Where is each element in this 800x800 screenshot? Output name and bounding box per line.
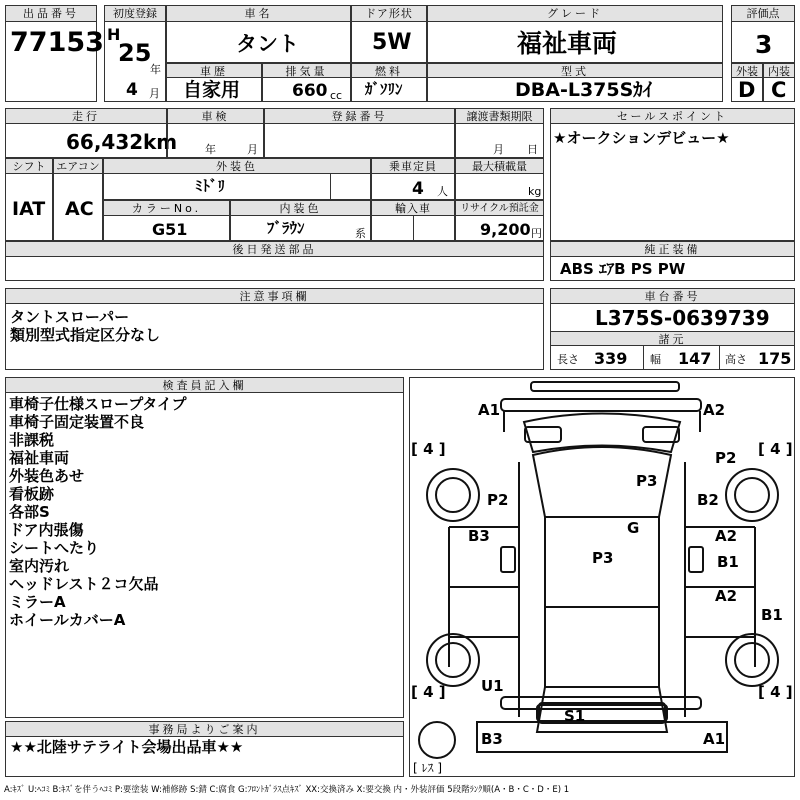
damage-marks [468,401,783,748]
transfer-day-unit: 日 [527,143,538,156]
spec-label: 諸元 [550,331,795,346]
mark-s1-rear: S1 [564,707,586,725]
plate-label: 登録番号 [264,108,455,124]
wheel-left-front [427,469,479,521]
mark-a1-front: A1 [478,401,501,419]
mark-a2-right-rear: A2 [715,587,738,605]
mark-a2-front: A2 [703,401,726,419]
displacement-label: 排気量 [262,63,351,78]
history: 自家用 [183,79,241,101]
wheel-left-rear-inner [436,643,470,677]
shift-label: シフト [5,158,53,174]
wheel-left-rear [427,634,479,686]
displacement-unit: cc [330,89,343,102]
capacity-unit: 人 [437,185,448,198]
roof [545,517,659,687]
wheel-right-rear [726,634,778,686]
rear-skirt [477,722,727,752]
sales-point-text: ★オークションデビュー★ [553,129,730,147]
displacement: 660 [292,81,328,101]
ac: AC [65,198,94,220]
reg-month-unit: 月 [149,87,160,100]
mark-p2-left: P2 [487,491,509,509]
mark-b1-right-door: B1 [717,553,739,571]
fuel: ｶﾞｿﾘﾝ [365,80,403,98]
int-grade-label: 内装 [763,63,795,78]
model: DBA-L375Sｶｲ [515,79,653,101]
inspector-line: ヘッドレスト２コ欠品 [9,575,159,593]
transfer-label: 譲渡書類期限 [455,108,544,124]
import-label: 輸入車 [371,200,455,216]
inspector-line: 福祉車両 [9,449,70,467]
inspector-label: 検査員記入欄 [5,377,404,393]
sales-point-label: セールスポイント [550,108,795,124]
headlight-right [643,427,679,442]
car-name: タント [236,32,299,56]
ext-color-label: 外装色 [103,158,371,174]
grade: 福祉車両 [517,29,618,58]
inspector-line: ミラーA [9,593,66,611]
divider [413,216,414,241]
inspector-line: 外装色あせ [9,467,85,485]
mark-a2-right-door: A2 [715,527,738,545]
lot-label: 出品番号 [5,5,97,22]
office-text: ★★北陸サテライト会場出品車★★ [10,738,244,756]
mark-p3-hood: P3 [636,472,658,490]
wheel-left-front-inner [436,478,470,512]
spare-tire-label: [ ﾚｽ ] [413,761,443,775]
inspection-label: 車検 [167,108,264,124]
grade-label: グレード [427,5,723,22]
office-label: 事務局よりご案内 [5,721,404,737]
name-label: 車名 [166,5,351,22]
door-shape: 5W [372,30,412,55]
right-handle [689,547,703,572]
mark-u1-left-rear: U1 [481,677,504,695]
ext-grade: D [738,78,756,102]
mileage-unit: km [143,130,178,154]
max-load-label: 最大積載量 [455,158,544,174]
height: 175 [758,349,792,368]
inspector-line: 非課税 [9,431,55,449]
equipment-text: ABS ｴｱB PS PW [560,260,686,278]
mark-b2-right: B2 [697,491,719,509]
rear-hatch [537,705,667,721]
caution-line: タントスローパー [10,308,130,326]
spare-tire [419,722,455,758]
color-no: G51 [152,220,188,239]
capacity-label: 乗車定員 [371,158,455,174]
equipment-label: 純正装備 [550,241,795,257]
width-label: 幅 [650,353,661,366]
divider [643,346,644,370]
divider [330,174,331,200]
caution-line: 類別型式指定区分なし [10,326,161,344]
mileage: 66,432 [66,130,144,154]
inspector-line: 車椅子固定装置不良 [9,413,145,431]
car-diagram [409,377,795,777]
transfer-month-unit: 月 [493,143,504,156]
int-color-suffix: 系 [355,227,366,240]
inspector-line: 看板跡 [9,485,55,503]
int-color: ﾌﾞﾗｳﾝ [267,219,305,237]
int-color-label: 内装色 [230,200,371,216]
era-letter: H [107,25,121,44]
reg-month: 4 [126,80,138,100]
inspector-line: ホイールカバーA [9,611,126,629]
wheel-right-rear-inner [735,643,769,677]
tire-right-rear: [ 4 ] [758,683,793,701]
rear-spoiler [531,382,679,391]
color-no-label: カラーNo. [103,200,230,216]
reg-year-unit: 年 [150,63,161,76]
mark-p3-roof: P3 [592,549,614,567]
deferred-label: 後日発送部品 [5,241,544,257]
chassis-label: 車台番号 [550,288,795,304]
mark-g-windshield: G [627,519,640,537]
legend: A:ｷｽﾞ U:ﾍｺﾐ B:ｷｽﾞを伴うﾍｺﾐ P:要塗装 W:補修跡 S:錆 C:腐食 G:ﾌﾛﾝﾄｶﾞﾗｽ点ｷｽﾞ XX:交換済み X:要交換 内・外装評価 5段階ﾗﾝｸ順(A・B・C・D・E) 1 [4,785,570,795]
tire-left-rear: [ 4 ] [411,683,446,701]
recycle: 9,200 [480,220,531,239]
history-label: 車歴 [166,63,262,78]
headlight-left [525,427,561,442]
inspector-lines [9,395,186,629]
inspector-line: ドア内張傷 [9,521,84,539]
capacity: 4 [412,179,424,199]
fuel-label: 燃料 [351,63,427,78]
left-handle [501,547,515,572]
chassis-number: L375S-0639739 [595,306,770,330]
mark-b3-left: B3 [468,527,490,545]
length: 339 [594,349,628,368]
mark-b1-right-rear: B1 [761,606,783,624]
inspection-month-unit: 月 [247,143,258,156]
caution-lines [10,308,160,344]
sales-point-cell [550,108,795,241]
first-reg-label: 初度登録 [104,5,166,22]
ac-label: エアコン [53,158,103,174]
recycle-unit: 円 [531,227,542,240]
ext-grade-label: 外装 [731,63,763,78]
tire-right-front: [ 4 ] [758,440,793,458]
score-label: 評価点 [731,5,795,22]
length-label: 長さ [557,353,579,366]
int-grade: C [771,78,787,102]
lot-number: 77153 [10,27,104,58]
divider [719,346,720,370]
reg-year: 25 [118,39,152,67]
inspector-line: 車椅子仕様スロープタイプ [9,395,187,413]
door-label: ドア形状 [351,5,427,22]
ext-color: ﾐﾄﾞﾘ [195,177,226,195]
model-label: 型式 [427,63,723,78]
mark-b3-rear: B3 [481,730,503,748]
mileage-label: 走行 [5,108,167,124]
width: 147 [678,349,712,368]
inspector-line: シートへたり [9,539,100,557]
height-label: 高さ [725,353,747,366]
inspector-line: 室内汚れ [9,557,70,575]
inspection-year-unit: 年 [205,143,216,156]
recycle-label: リサイクル預託金 [455,200,544,216]
front-bumper [501,399,701,411]
tire-left-front: [ 4 ] [411,440,446,458]
inspector-line: 各部S [9,503,50,521]
shift: IAT [12,198,46,220]
wheel-right-front-inner [735,478,769,512]
score: 3 [755,30,773,59]
max-load-unit: kg [528,185,542,198]
mark-p2-right-front: P2 [715,449,737,467]
mark-a1-rear: A1 [703,730,726,748]
wheel-right-front [726,469,778,521]
caution-label: 注意事項欄 [5,288,544,304]
